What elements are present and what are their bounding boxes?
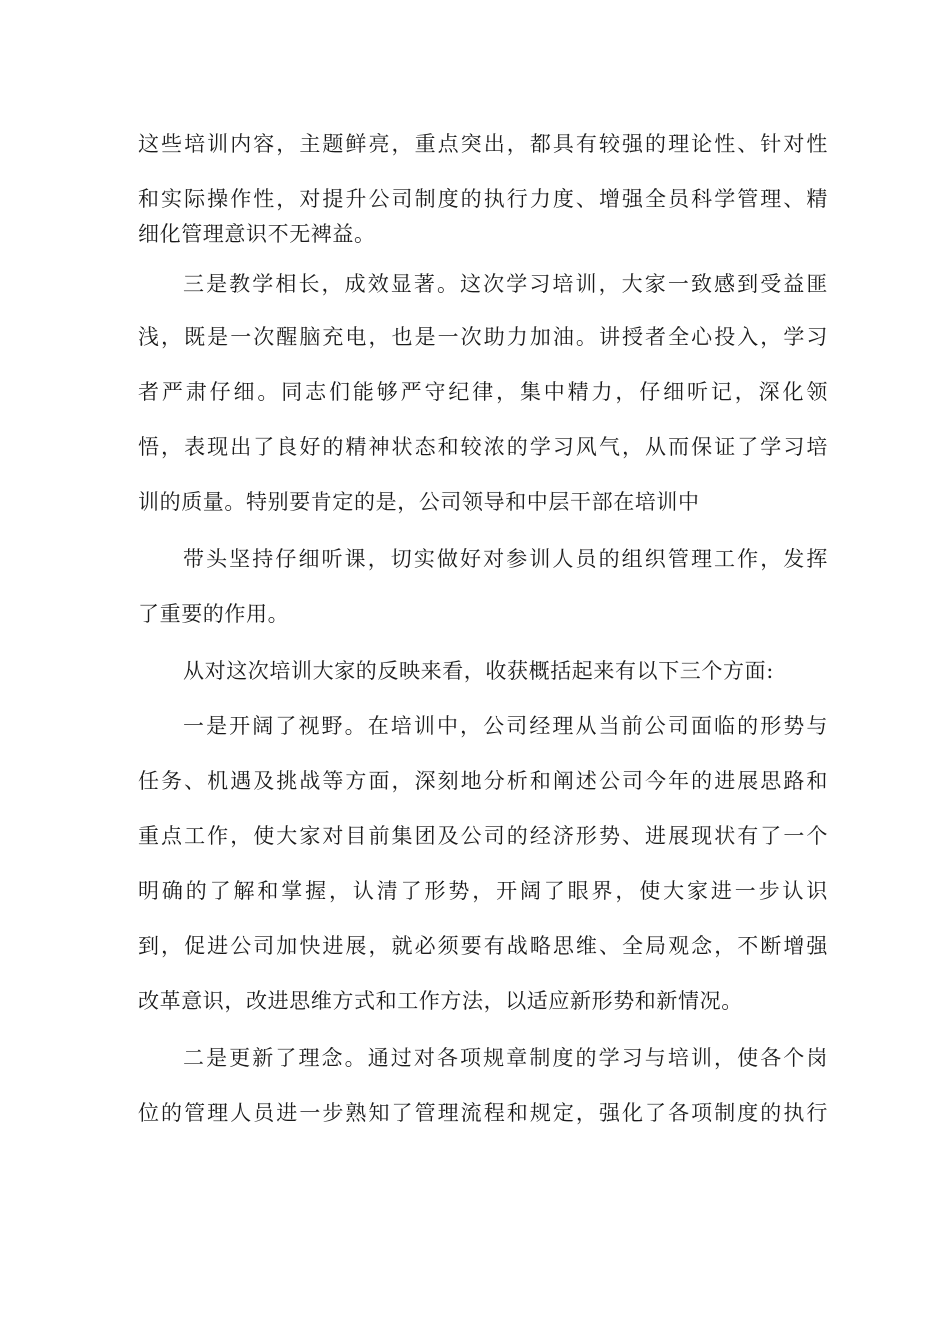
- paragraph-first-line: 带头坚持仔细听课，切实做好对参训人员的组织管理工作，发挥: [183, 547, 828, 571]
- text-line: 和实际操作性，对提升公司制度的执行力度、增强全员科学管理、精: [138, 187, 828, 211]
- text-line: 明确的了解和掌握，认清了形势，开阔了眼界，使大家进一步认识: [138, 879, 828, 903]
- paragraph-first-line: 一是开阔了视野。在培训中，公司经理从当前公司面临的形势与: [183, 714, 828, 738]
- text-line: 悟，表现出了良好的精神状态和较浓的学习风气，从而保证了学习培: [138, 435, 828, 459]
- text-line: 细化管理意识不无裨益。: [138, 222, 376, 246]
- text-line: 到，促进公司加快进展，就必须要有战略思维、全局观念，不断增强: [138, 934, 828, 958]
- text-line: 了重要的作用。: [138, 602, 290, 626]
- text-line: 位的管理人员进一步熟知了管理流程和规定，强化了各项制度的执行: [138, 1101, 828, 1125]
- text-line: 者严肃仔细。同志们能够严守纪律，集中精力，仔细听记，深化领: [138, 380, 828, 404]
- text-line: 任务、机遇及挑战等方面，深刻地分析和阐述公司今年的进展思路和: [138, 769, 828, 793]
- text-line: 这些培训内容，主题鲜亮，重点突出，都具有较强的理论性、针对性: [138, 132, 828, 156]
- paragraph-first-line: 二是更新了理念。通过对各项规章制度的学习与培训，使各个岗: [183, 1046, 828, 1070]
- paragraph-first-line: 三是教学相长，成效显著。这次学习培训，大家一致感到受益匪: [183, 272, 828, 296]
- text-line: 训的质量。特别要肯定的是，公司领导和中层干部在培训中: [138, 490, 700, 514]
- text-line: 重点工作，使大家对目前集团及公司的经济形势、进展现状有了一个: [138, 824, 828, 848]
- text-line: 改革意识，改进思维方式和工作方法，以适应新形势和新情况。: [138, 989, 743, 1013]
- text-line: 浅，既是一次醒脑充电，也是一次助力加油。讲授者全心投入，学习: [138, 325, 828, 349]
- paragraph-first-line: 从对这次培训大家的反映来看，收获概括起来有以下三个方面:: [183, 659, 774, 683]
